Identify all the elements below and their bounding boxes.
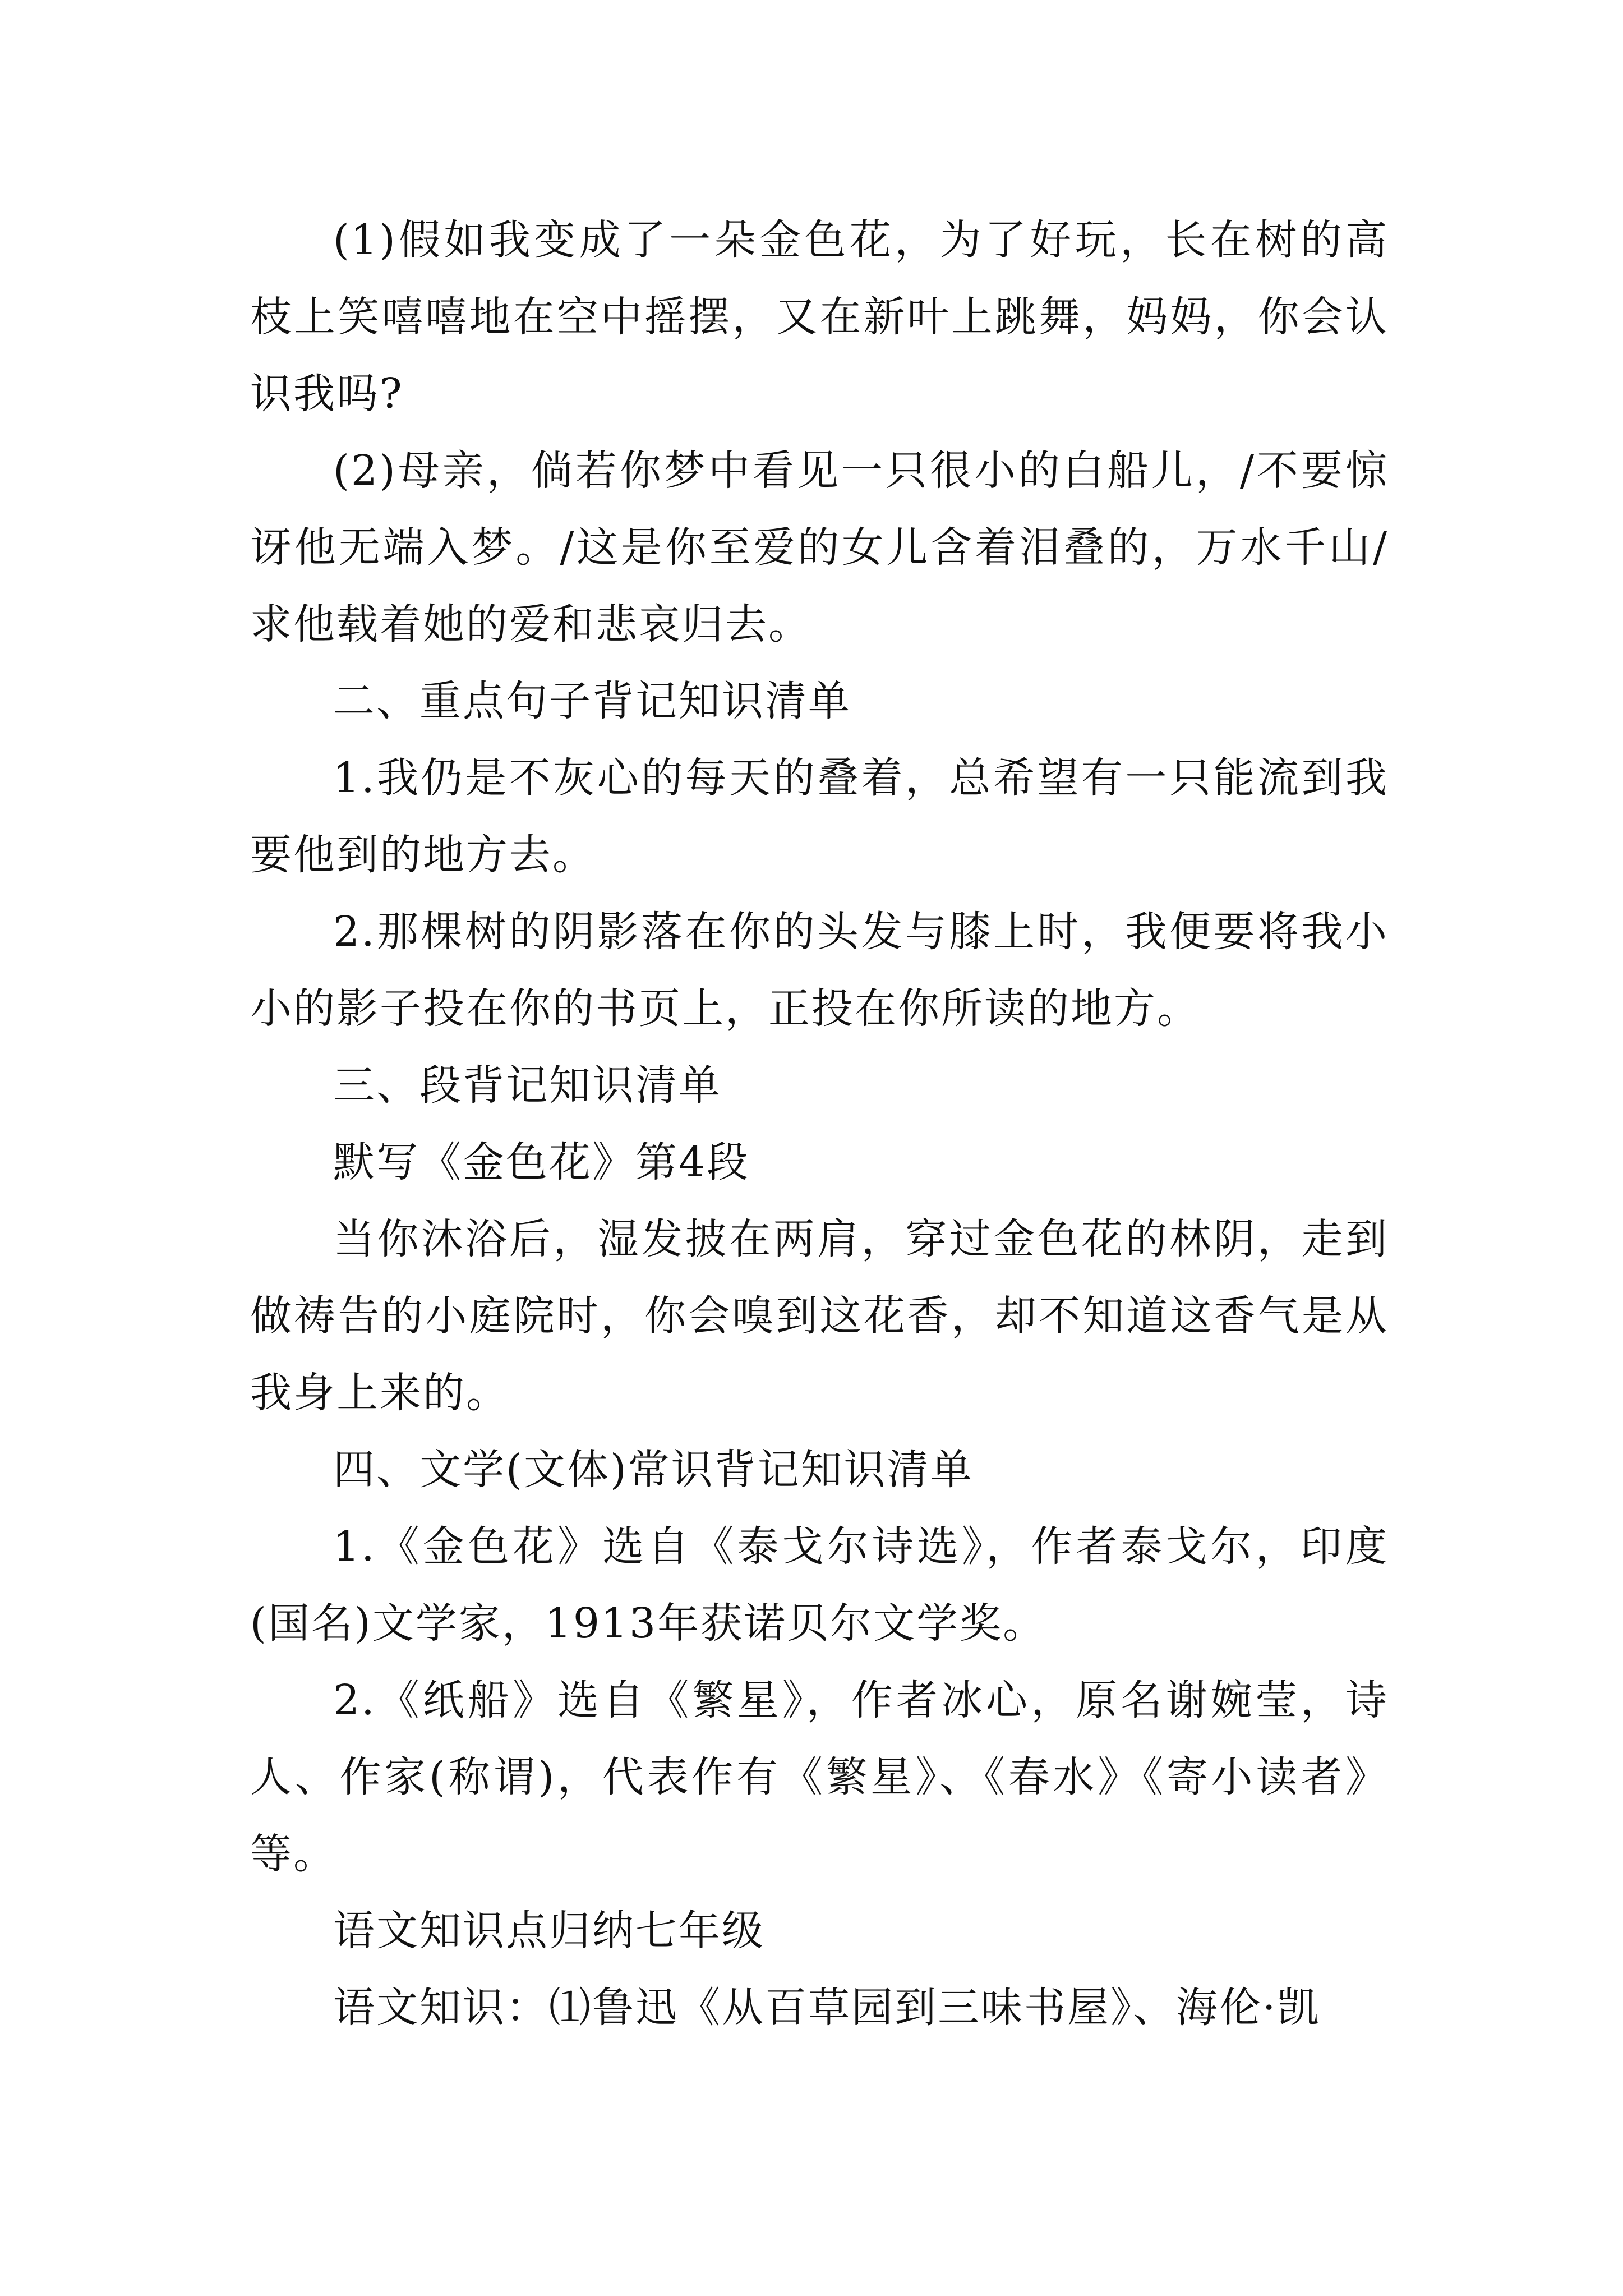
section-heading-grade-seven: 语文知识点归纳七年级 — [333, 1907, 765, 1955]
section-heading-key-sentences: 二、重点句子背记知识清单 — [333, 677, 851, 725]
paragraph-literature-2: 2.《纸船》选自《繁星》，作者冰心，原名谢婉莹，诗人、作家(称谓)，代表作有《繁星》、《春水》《寄小读者》等。 — [250, 1676, 1389, 1878]
paragraph-dictation-title: 默写《金色花》第4段 — [333, 1138, 750, 1186]
paragraph-literature-1: 1.《金色花》选自《泰戈尔诗选》，作者泰戈尔，印度(国名)文学家，1913年获诺贝尔文学奖。 — [250, 1522, 1389, 1648]
paragraph-dictation-text: 当你沐浴后，湿发披在两肩，穿过金色花的林阴，走到做祷告的小庭院时，你会嗅到这花香，却不知道这香气是从我身上来的。 — [250, 1215, 1389, 1417]
section-heading-literature: 四、文学(文体)常识背记知识清单 — [333, 1446, 974, 1494]
section-heading-paragraph-recitation: 三、段背记知识清单 — [333, 1061, 722, 1110]
paragraph-poem-line-2: (2)母亲，倘若你梦中看见一只很小的白船儿，/不要惊讶他无端入梦。/这是你至爱的女儿含着泪叠的，万水千山/求他载着她的爱和悲哀归去。 — [250, 447, 1389, 648]
document-page — [250, 202, 1389, 2046]
paragraph-sentence-2: 2.那棵树的阴影落在你的头发与膝上时，我便要将我小小的影子投在你的书页上，正投在你所读的地方。 — [250, 908, 1389, 1033]
paragraph-sentence-1: 1.我仍是不灰心的每天的叠着，总希望有一只能流到我要他到的地方去。 — [250, 754, 1389, 879]
paragraph-knowledge-1: 语文知识：⑴鲁迅《从百草园到三味书屋》、海伦·凯 — [333, 1984, 1321, 2032]
paragraph-poem-line-1: (1)假如我变成了一朵金色花，为了好玩，长在树的高枝上笑嘻嘻地在空中摇摆，又在新叶上跳舞，妈妈，你会认识我吗? — [250, 216, 1389, 418]
